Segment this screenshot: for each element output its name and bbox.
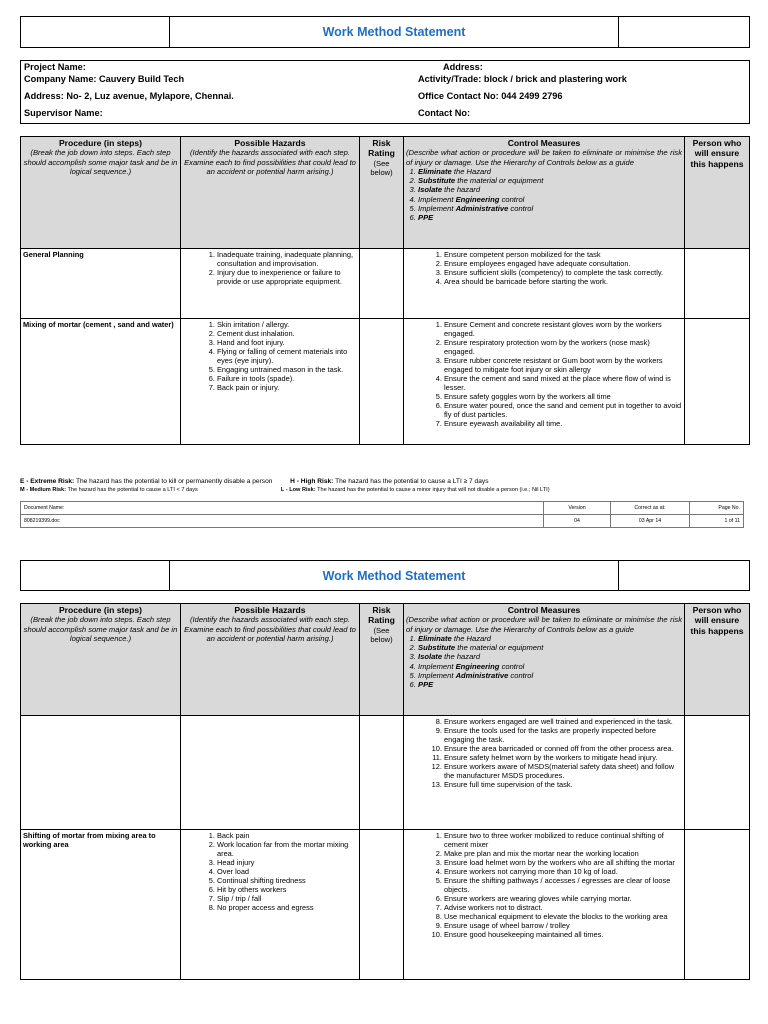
control-list [406,831,682,939]
company-address: Address: No- 2, Luz avenue, Mylapore, Chennai. [24,91,234,101]
hazard-list [183,831,357,912]
date-value: 03 Apr 14 [611,515,690,528]
page-title: Work Method Statement [170,561,619,591]
list-item: 12. Ensure workers aware of MSDS(material safety data sheet) and follow the manufacturer MSDS procedures. [444,762,682,780]
page-number: 1 of 11 [690,515,744,528]
list-item: 2. Ensure respiratory protection worn by the workers (nose mask) engaged. [444,338,682,356]
risk-table-1 [20,136,750,445]
list-item: 2. Work location far from the mortar mixing area. [217,840,357,858]
list-item: 8. Ensure workers engaged are well trained and experienced in the task. [444,717,682,726]
hierarchy-of-controls [406,167,682,223]
list-item: 2. Injury due to inexperience or failure to provide or use appropriate equipment. [217,268,357,286]
list-item: 1. Ensure Cement and concrete resistant gloves worn by the workers engaged. [444,320,682,338]
list-item: 9. Ensure the tools used for the tasks are properly inspected before engaging the task. [444,726,682,744]
list-item: 6. Ensure water poured, once the sand and cement put in together to avoid fly of dust particles. [444,401,682,419]
title-box-2 [20,560,750,591]
hierarchy-item: 5. Implement Administrative control [418,204,682,213]
list-item: 3. Ensure sufficient skills (competency) to complete the task correctly. [444,268,682,277]
list-item: 5. Ensure safety goggles worn by the workers all time [444,392,682,401]
person-cell [685,716,750,830]
list-item: 1. Ensure two to three worker mobilized to reduce continual shifting of cement mixer [444,831,682,849]
list-item: 1. Back pain [217,831,357,840]
risk-cell [360,716,404,830]
hierarchy-item: 5. Implement Administrative control [418,671,682,680]
list-item: 9. Ensure usage of wheel barrow / trolley [444,921,682,930]
hierarchy-item: 3. Isolate the hazard [418,652,682,661]
list-item: 5. Ensure the shifting pathways / accesses / egresses are clear of loose objects. [444,876,682,894]
list-item: 8. No proper access and egress [217,903,357,912]
list-item: 10. Ensure the area barricaded or conned off from the other process area. [444,744,682,753]
list-item: 5. Continual shifting tiredness [217,876,357,885]
list-item: 3. Ensure load helmet worn by the workers who are all shifting the mortar [444,858,682,867]
header-risk-rating: Risk Rating (See below) [360,137,404,249]
list-item: 2. Make pre plan and mix the mortar near the working location [444,849,682,858]
company-name: Company Name: Cauvery Build Tech [24,74,185,84]
office-contact: Office Contact No: 044 2499 2796 [418,91,563,101]
header-risk-rating: Risk Rating (See below) [360,604,404,716]
header-procedure: Procedure (in steps) (Break the job down into steps. Each step should accomplish some major task and be in logical sequence.) [21,604,181,716]
list-item: 1. Ensure competent person mobilized for the task [444,250,682,259]
control-list [406,250,682,286]
title-box-1 [20,16,750,48]
list-item: 4. Over load [217,867,357,876]
hierarchy-item: 1. Eliminate the Hazard [418,634,682,643]
list-item: 4. Ensure the cement and sand mixed at the place where flow of wind is lesser. [444,374,682,392]
risk-cell [360,249,404,319]
hierarchy-item: 1. Eliminate the Hazard [418,167,682,176]
hierarchy-item: 2. Substitute the material or equipment [418,643,682,652]
hazards-cell [181,830,360,980]
person-cell [685,830,750,980]
page-title: Work Method Statement [170,17,619,48]
list-item: 5. Engaging untrained mason in the task. [217,365,357,374]
list-item: 11. Ensure safety helmet worn by the workers to mitigate head injury. [444,753,682,762]
list-item: 6. Failure in tools (spade). [217,374,357,383]
list-item: 13. Ensure full time supervision of the task. [444,780,682,789]
hierarchy-of-controls [406,634,682,690]
header-person: Person who will ensure this happens [685,604,750,716]
risk-cell [360,319,404,445]
hierarchy-item: 6. PPE [418,213,682,222]
hazards-cell [181,249,360,319]
list-item: 7. Slip / trip / fall [217,894,357,903]
list-item: 6. Hit by others workers [217,885,357,894]
list-item: 2. Cement dust inhalation. [217,329,357,338]
table-row [21,716,750,830]
controls-cell [404,319,685,445]
list-item: 3. Ensure rubber concrete resistant or Gum boot worn by the workers engaged to mitigate foot injury or skin allergy [444,356,682,374]
control-list [406,320,682,428]
list-item: 10. Ensure good housekeeping maintained all times. [444,930,682,939]
title-right-cell [619,561,750,591]
page-label: Page No. [690,502,744,515]
hierarchy-item: 4. Implement Engineering control [418,195,682,204]
list-item: 4. Area should be barricade before starting the work. [444,277,682,286]
header-hazards: Possible Hazards (Identify the hazards associated with each step. Examine each to find possibilities that could lead to an accident or potential harm arising.) [181,137,360,249]
activity-trade: Activity/Trade: block / brick and plastering work [418,74,627,84]
list-item: 4. Ensure workers not carrying more than 10 kg of load. [444,867,682,876]
hierarchy-item: 3. Isolate the hazard [418,185,682,194]
version-label: Version [544,502,611,515]
title-left-cell [21,17,170,48]
person-cell [685,249,750,319]
list-item: 3. Hand and foot injury. [217,338,357,347]
task-cell [21,716,181,830]
list-item: 7. Advise workers not to distract. [444,903,682,912]
list-item: 4. Flying or falling of cement materials into eyes (eye injury). [217,347,357,365]
controls-cell [404,249,685,319]
title-left-cell [21,561,170,591]
header-hazards: Possible Hazards (Identify the hazards associated with each step. Examine each to find possibilities that could lead to an accident or potential harm arising.) [181,604,360,716]
list-item: 3. Head injury [217,858,357,867]
hazards-cell [181,319,360,445]
list-item: 2. Ensure employees engaged have adequate consultation. [444,259,682,268]
risk-table-2 [20,603,750,980]
hazards-cell [181,716,360,830]
project-info [20,60,750,124]
risk-cell [360,830,404,980]
table-row [21,319,750,445]
controls-cell [404,716,685,830]
risk-legend: E - Extreme Risk: The hazard has the potential to kill or permanently disable a person H - High Risk: The hazard has the potential to cause a LTI ≥ 7 days M - Medium Risk: The hazard has the potential to cause a LTI < 7 days L - Low Risk: The hazard has the potential to cause a minor injury that will not disable a person (i.e.; Nil LTI) [20,478,550,493]
table-row [21,830,750,980]
hierarchy-item: 2. Substitute the material or equipment [418,176,682,185]
table-row [21,249,750,319]
version-value: 04 [544,515,611,528]
document-footer [20,501,744,528]
correct-label: Correct as at: [611,502,690,515]
hazard-list [183,250,357,286]
task-cell: General Planning [21,249,181,319]
doc-name: 808219399.doc [21,515,544,528]
list-item: 8. Use mechanical equipment to elevate the blocks to the working area [444,912,682,921]
list-item: 7. Ensure eyewash availability all time. [444,419,682,428]
header-procedure: Procedure (in steps) (Break the job down into steps. Each step should accomplish some major task and be in logical sequence.) [21,137,181,249]
header-person: Person who will ensure this happens [685,137,750,249]
supervisor-name: Supervisor Name: [24,108,103,118]
header-control-measures: Control Measures (Describe what action or procedure will be taken to eliminate or minimise the risk of injury or damage. Use the Hierarchy of Controls below as a guide 1. Eliminate the Hazard 2. Substitute the material or equipment 3. Isolate the hazard 4. Implement Engineering control 5. Implement Administrative control 6. PPE [404,604,685,716]
list-item: 7. Back pain or injury. [217,383,357,392]
task-cell: Shifting of mortar from mixing area to working area [21,830,181,980]
hazard-list [183,320,357,392]
doc-name-label: Document Name: [21,502,544,515]
hierarchy-item: 4. Implement Engineering control [418,662,682,671]
header-control-measures: Control Measures (Describe what action or procedure will be taken to eliminate or minimise the risk of injury or damage. Use the Hierarchy of Controls below as a guide 1. Eliminate the Hazard 2. Substitute the material or equipment 3. Isolate the hazard 4. Implement Engineering control 5. Implement Administrative control 6. PPE [404,137,685,249]
list-item: 1. Skin irritation / allergy. [217,320,357,329]
title-right-cell [619,17,750,48]
project-name: Project Name: [24,62,86,72]
person-cell [685,319,750,445]
control-list [406,717,682,789]
address-label: Address: [443,62,483,72]
hierarchy-item: 6. PPE [418,680,682,689]
list-item: 6. Ensure workers are wearing gloves while carrying mortar. [444,894,682,903]
task-cell: Mixing of mortar (cement , sand and water) [21,319,181,445]
contact-no: Contact No: [418,108,471,118]
list-item: 1. Inadequate training, inadequate planning, consultation and improvisation. [217,250,357,268]
controls-cell [404,830,685,980]
